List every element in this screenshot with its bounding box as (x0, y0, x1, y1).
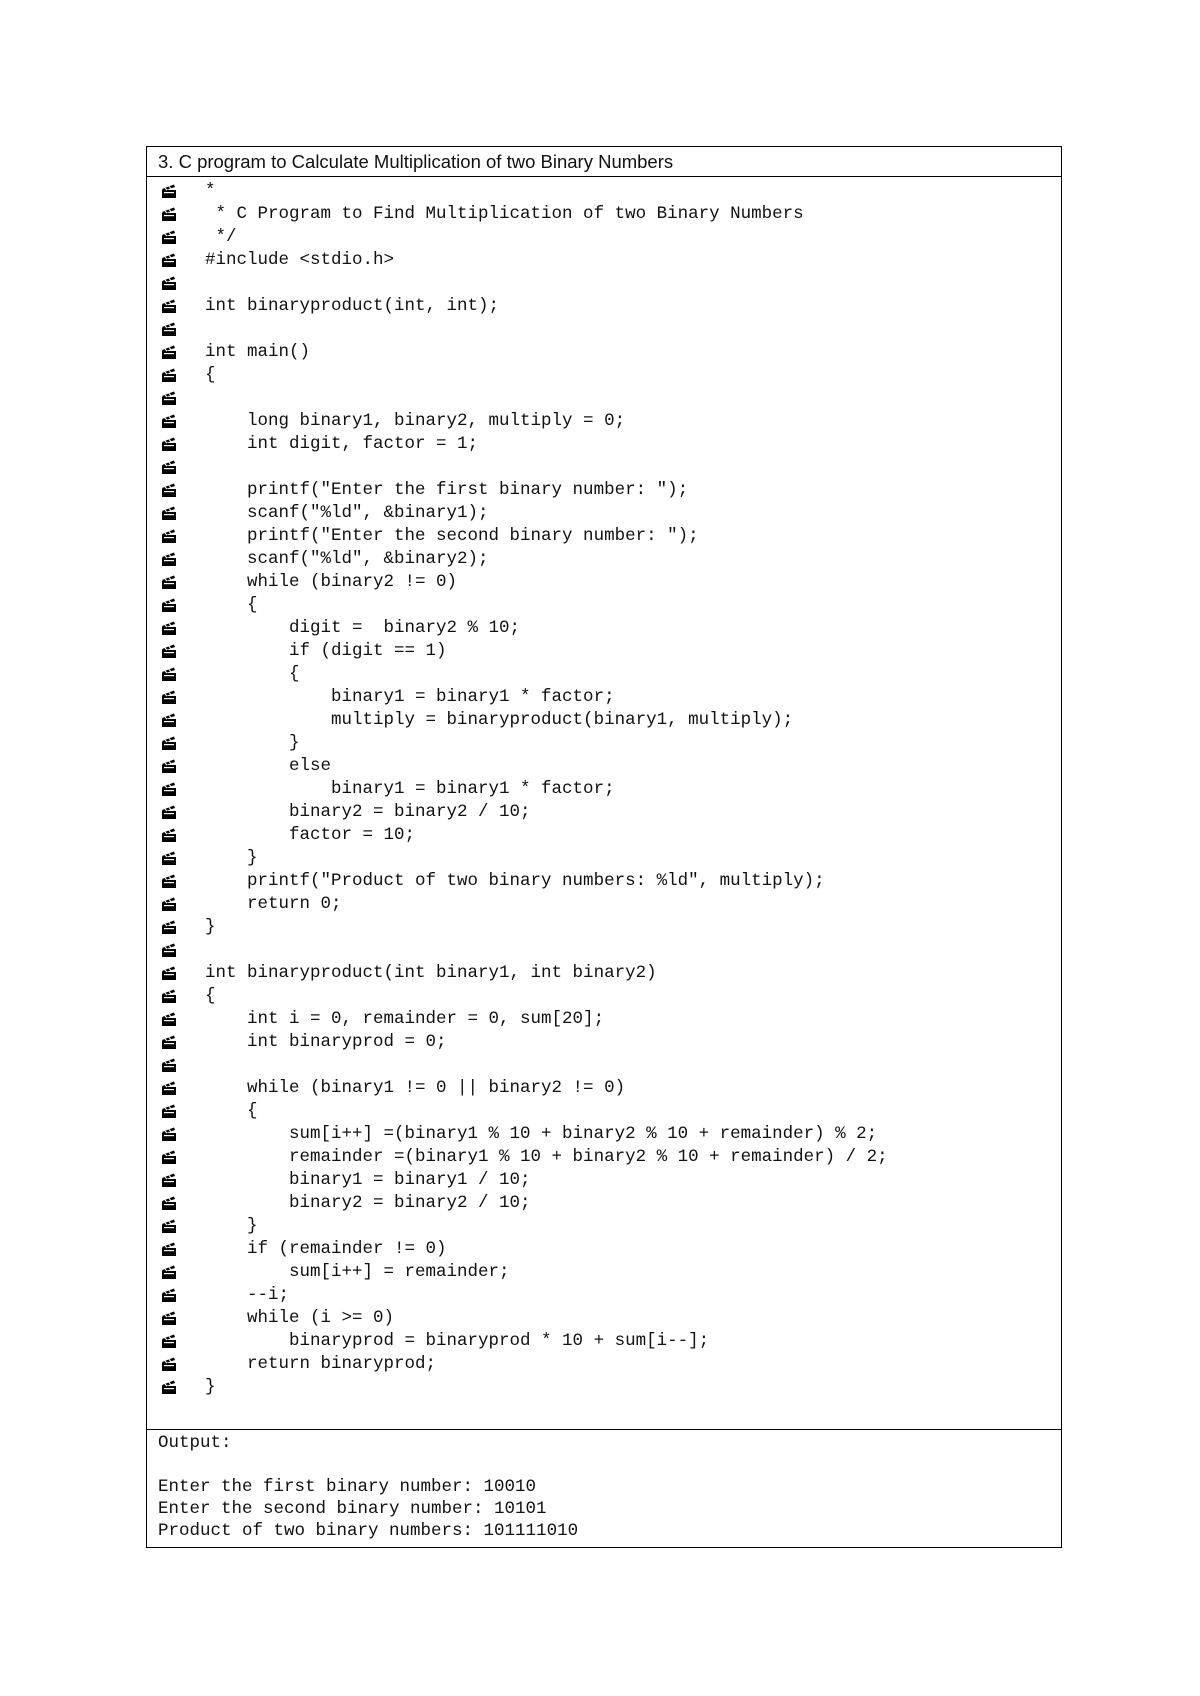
code-line (147, 226, 1061, 249)
code-line-text: } (205, 1216, 258, 1236)
code-line (147, 801, 1061, 824)
clapperboard-icon (160, 665, 178, 683)
code-line (147, 456, 1061, 479)
clapperboard-icon (160, 1286, 178, 1304)
code-line-text: int i = 0, remainder = 0, sum[20]; (205, 1009, 605, 1029)
code-line-text: { (205, 664, 300, 684)
output-line: Enter the first binary number: 10010 (158, 1477, 537, 1497)
code-line-text: binary1 = binary1 * factor; (205, 687, 615, 707)
code-line-text: { (205, 986, 216, 1006)
code-line-text: binary2 = binary2 / 10; (205, 802, 531, 822)
clapperboard-icon (160, 895, 178, 913)
code-line-text: int digit, factor = 1; (205, 434, 479, 454)
clapperboard-icon (160, 941, 178, 959)
code-line-text: binary2 = binary2 / 10; (205, 1193, 531, 1213)
code-line (147, 410, 1061, 433)
code-line (147, 180, 1061, 203)
clapperboard-icon (160, 803, 178, 821)
code-line-text: while (i >= 0) (205, 1308, 395, 1328)
code-line (147, 1077, 1061, 1100)
clapperboard-icon (160, 182, 178, 200)
clapperboard-icon (160, 228, 178, 246)
code-line-text: else (205, 756, 332, 776)
clapperboard-icon (160, 1217, 178, 1235)
code-line-text: binaryprod = binaryprod * 10 + sum[i--]; (205, 1331, 710, 1351)
code-line-text: int main() (205, 342, 311, 362)
clapperboard-icon (160, 1355, 178, 1373)
code-line (147, 1100, 1061, 1123)
code-line (147, 755, 1061, 778)
clapperboard-icon (160, 251, 178, 269)
clapperboard-icon (160, 481, 178, 499)
code-line-text: sum[i++] = remainder; (205, 1262, 510, 1282)
code-line-text: */ (205, 227, 237, 247)
code-line-text: while (binary1 != 0 || binary2 != 0) (205, 1078, 626, 1098)
code-line-text: } (205, 1377, 216, 1397)
clapperboard-icon (160, 412, 178, 430)
code-line-text: * (205, 181, 216, 201)
code-line-text: remainder =(binary1 % 10 + binary2 % 10 + remainder) / 2; (205, 1147, 888, 1167)
code-line (147, 916, 1061, 939)
code-line-text: multiply = binaryproduct(binary1, multiply); (205, 710, 794, 730)
clapperboard-icon (160, 642, 178, 660)
code-line (147, 295, 1061, 318)
code-line (147, 594, 1061, 617)
code-line (147, 1376, 1061, 1399)
code-line (147, 1238, 1061, 1261)
code-line-text: digit = binary2 % 10; (205, 618, 521, 638)
clapperboard-icon (160, 872, 178, 890)
code-line (147, 433, 1061, 456)
code-line (147, 1054, 1061, 1077)
code-line (147, 847, 1061, 870)
code-line (147, 1146, 1061, 1169)
code-line (147, 824, 1061, 847)
code-line (147, 962, 1061, 985)
clapperboard-icon (160, 1263, 178, 1281)
code-line (147, 732, 1061, 755)
code-line-text: { (205, 365, 216, 385)
clapperboard-icon (160, 1125, 178, 1143)
clapperboard-icon (160, 1102, 178, 1120)
code-line (147, 709, 1061, 732)
code-line-text: { (205, 1101, 258, 1121)
code-line-text: printf("Enter the first binary number: "); (205, 480, 689, 500)
code-line (147, 1031, 1061, 1054)
code-line-text: binary1 = binary1 * factor; (205, 779, 615, 799)
code-line (147, 893, 1061, 916)
code-table (146, 146, 1062, 1548)
clapperboard-icon (160, 711, 178, 729)
program-title: 3. C program to Calculate Multiplication of two Binary Numbers (147, 147, 1061, 177)
code-line-text: printf("Enter the second binary number: "); (205, 526, 699, 546)
code-line-text: } (205, 848, 258, 868)
output-label: Output: (158, 1433, 232, 1453)
code-line-text: printf("Product of two binary numbers: %ld", multiply); (205, 871, 825, 891)
clapperboard-icon (160, 573, 178, 591)
clapperboard-icon (160, 458, 178, 476)
code-line-text: factor = 10; (205, 825, 416, 845)
code-line (147, 1123, 1061, 1146)
clapperboard-icon (160, 1079, 178, 1097)
code-line (147, 1008, 1061, 1031)
clapperboard-icon (160, 435, 178, 453)
code-line-text: #include <stdio.h> (205, 250, 395, 270)
code-line (147, 1215, 1061, 1238)
code-line (147, 364, 1061, 387)
clapperboard-icon (160, 205, 178, 223)
code-line (147, 1192, 1061, 1215)
clapperboard-icon (160, 780, 178, 798)
code-line (147, 1330, 1061, 1353)
clapperboard-icon (160, 1148, 178, 1166)
clapperboard-icon (160, 849, 178, 867)
clapperboard-icon (160, 320, 178, 338)
code-line-text: * C Program to Find Multiplication of two Binary Numbers (205, 204, 804, 224)
clapperboard-icon (160, 596, 178, 614)
clapperboard-icon (160, 550, 178, 568)
code-line (147, 870, 1061, 893)
clapperboard-icon (160, 389, 178, 407)
code-line-text: while (binary2 != 0) (205, 572, 458, 592)
code-line (147, 686, 1061, 709)
code-line-text: binary1 = binary1 / 10; (205, 1170, 531, 1190)
code-line (147, 525, 1061, 548)
clapperboard-icon (160, 274, 178, 292)
clapperboard-icon (160, 619, 178, 637)
clapperboard-icon (160, 1309, 178, 1327)
clapperboard-icon (160, 964, 178, 982)
clapperboard-icon (160, 1378, 178, 1396)
code-line (147, 778, 1061, 801)
code-line (147, 1307, 1061, 1330)
code-line (147, 985, 1061, 1008)
clapperboard-icon (160, 757, 178, 775)
code-block (147, 177, 1061, 1430)
code-line-text: } (205, 733, 300, 753)
code-line-text: if (remainder != 0) (205, 1239, 447, 1259)
code-line-text: --i; (205, 1285, 290, 1305)
code-line (147, 387, 1061, 410)
code-line-text: scanf("%ld", &binary2); (205, 549, 489, 569)
code-line (147, 1353, 1061, 1376)
clapperboard-icon (160, 343, 178, 361)
output-line: Product of two binary numbers: 101111010 (158, 1521, 579, 1541)
clapperboard-icon (160, 1010, 178, 1028)
code-line (147, 203, 1061, 226)
code-line (147, 341, 1061, 364)
code-line-text: { (205, 595, 258, 615)
clapperboard-icon (160, 826, 178, 844)
code-line-text: int binaryproduct(int, int); (205, 296, 500, 316)
code-line-text: long binary1, binary2, multiply = 0; (205, 411, 626, 431)
code-line-text: int binaryproduct(int binary1, int binary2) (205, 963, 657, 983)
clapperboard-icon (160, 734, 178, 752)
output-line: Enter the second binary number: 10101 (158, 1499, 547, 1519)
clapperboard-icon (160, 504, 178, 522)
clapperboard-icon (160, 1240, 178, 1258)
clapperboard-icon (160, 1194, 178, 1212)
code-line (147, 617, 1061, 640)
clapperboard-icon (160, 987, 178, 1005)
code-line-text: return binaryprod; (205, 1354, 437, 1374)
code-line-text: return 0; (205, 894, 342, 914)
code-line (147, 663, 1061, 686)
code-line (147, 249, 1061, 272)
clapperboard-icon (160, 688, 178, 706)
clapperboard-icon (160, 918, 178, 936)
code-line-text: } (205, 917, 216, 937)
clapperboard-icon (160, 1332, 178, 1350)
output-block (147, 1430, 1061, 1547)
code-line (147, 640, 1061, 663)
code-line (147, 571, 1061, 594)
clapperboard-icon (160, 1033, 178, 1051)
code-line-text: if (digit == 1) (205, 641, 447, 661)
clapperboard-icon (160, 1056, 178, 1074)
clapperboard-icon (160, 366, 178, 384)
code-line (147, 1261, 1061, 1284)
code-line (147, 272, 1061, 295)
code-line (147, 939, 1061, 962)
code-line-text: scanf("%ld", &binary1); (205, 503, 489, 523)
clapperboard-icon (160, 527, 178, 545)
clapperboard-icon (160, 1171, 178, 1189)
clapperboard-icon (160, 297, 178, 315)
code-line (147, 502, 1061, 525)
code-line-text: sum[i++] =(binary1 % 10 + binary2 % 10 + remainder) % 2; (205, 1124, 878, 1144)
code-line (147, 479, 1061, 502)
code-line (147, 1169, 1061, 1192)
code-line (147, 548, 1061, 571)
code-line (147, 318, 1061, 341)
code-line (147, 1284, 1061, 1307)
code-line-text: int binaryprod = 0; (205, 1032, 447, 1052)
